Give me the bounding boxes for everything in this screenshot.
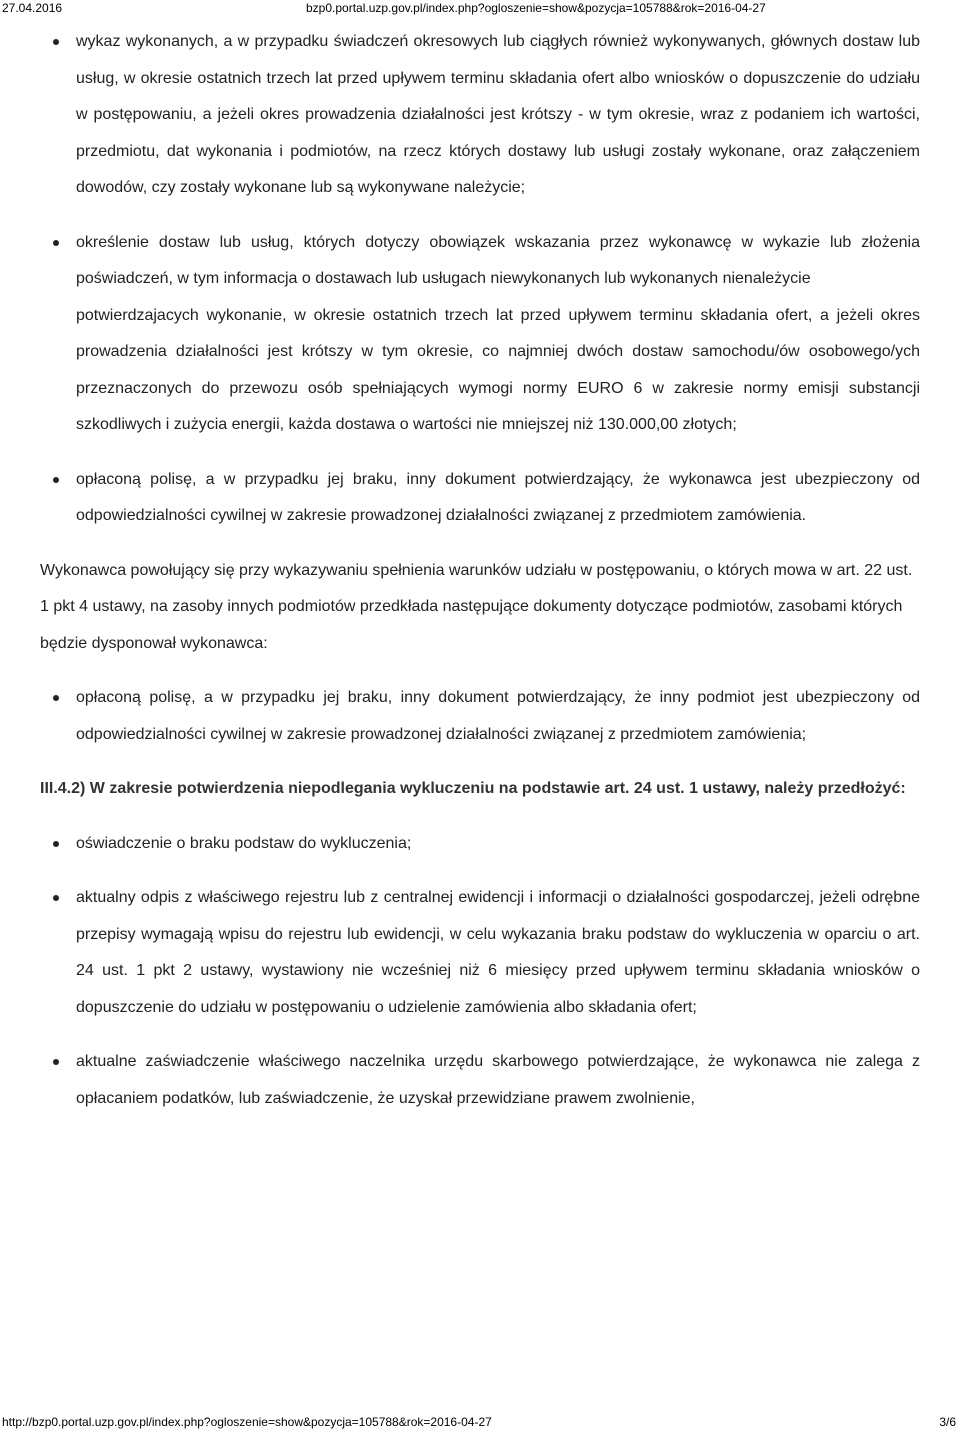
list-item-part: określenie dostaw lub usług, których dotyczy obowiązek wskazania przez wykonawcę w wykazie lub złożenia poświadczeń, w tym informacja o dostawach lub usługach niewykonanych lub wykonanych nienależycie: [76, 233, 920, 287]
resources-paragraph: Wykonawca powołujący się przy wykazywaniu spełnienia warunków udziału w postępowaniu, o których mowa w art. 22 ust. 1 pkt 4 ustawy, na zasoby innych podmiotów przedkłada następujące dokumenty dotyczące podmiotów, zasobami których będzie dysponował wykonawca:: [40, 561, 913, 652]
print-footer: [0, 1414, 960, 1430]
requirements-list-4: [40, 680, 920, 753]
print-header: [0, 0, 960, 16]
list-item: [40, 225, 920, 444]
list-item: aktualne zaświadczenie właściwego naczelnika urzędu skarbowego potwierdzające, że wykonawca nie zalega z opłacaniem podatków, lub zaświadczenie, że uzyskał przewidziane prawem zwolnienie,: [40, 1044, 920, 1117]
list-item: opłaconą polisę, a w przypadku jej braku, inny dokument potwierdzający, że inny podmiot jest ubezpieczony od odpowiedzialności cywilnej w zakresie prowadzonej działalności związanej z przedmiotem zamówienia;: [40, 680, 920, 753]
requirements-list-2: [40, 225, 920, 444]
list-item-part: potwierdzajacych wykonanie, w okresie ostatnich trzech lat przed upływem terminu składania ofert, a jeżeli okres prowadzenia działalności jest krótszy w tym okresie, co najmniej dwóch dostaw samochodu/ów osobowego/ych przeznaczonych do przewozu osób spełniających wymogi normy EURO 6 w zakresie normy emisji substancji szkodliwych i zużycia energii, każda dostawa o wartości nie mniejszej niż 130.000,00 złotych;: [76, 306, 920, 433]
print-title: bzp0.portal.uzp.gov.pl/index.php?ogloszenie=show&pozycja=105788&rok=2016-04-27: [306, 1, 766, 15]
list-item: opłaconą polisę, a w przypadku jej braku, inny dokument potwierdzający, że wykonawca jest ubezpieczony od odpowiedzialności cywilnej w zakresie prowadzonej działalności związanej z przedmiotem zamówienia.: [40, 462, 920, 535]
list-item: oświadczenie o braku podstaw do wykluczenia;: [40, 826, 920, 863]
print-date: 27.04.2016: [2, 1, 63, 15]
requirements-list-1: [40, 24, 920, 207]
document-content: [40, 24, 920, 1117]
list-item: aktualny odpis z właściwego rejestru lub z centralnej ewidencji i informacji o działalności gospodarczej, jeżeli odrębne przepisy wymagają wpisu do rejestru lub ewidencji, w celu wykazania braku podstaw do wykluczenia w oparciu o art. 24 ust. 1 pkt 2 ustawy, wystawiony nie wcześniej niż 6 miesięcy przed upływem terminu składania wniosków o dopuszczenie do udziału w postępowaniu o udzielenie zamówienia albo składania ofert;: [40, 880, 920, 1026]
exclusion-documents-list: [40, 826, 920, 1118]
section-heading: III.4.2) W zakresie potwierdzenia niepodlegania wykluczeniu na podstawie art. 24 ust. 1 ustawy, należy przedłożyć:: [40, 780, 906, 797]
page-number: 3/6: [939, 1415, 956, 1429]
requirements-list-3: [40, 462, 920, 535]
list-item: wykaz wykonanych, a w przypadku świadczeń okresowych lub ciągłych również wykonywanych, głównych dostaw lub usług, w okresie ostatnich trzech lat przed upływem terminu składania ofert albo wniosków o dopuszczenie do udziału w postępowaniu, a jeżeli okres prowadzenia działalności jest krótszy - w tym okresie, wraz z podaniem ich wartości, przedmiotu, dat wykonania i podmiotów, na rzecz których dostawy lub usługi zostały wykonane, oraz załączeniem dowodów, czy zostały wykonane lub są wykonywane należycie;: [40, 24, 920, 207]
print-url: http://bzp0.portal.uzp.gov.pl/index.php?ogloszenie=show&pozycja=105788&rok=2016-04-27: [2, 1415, 492, 1429]
